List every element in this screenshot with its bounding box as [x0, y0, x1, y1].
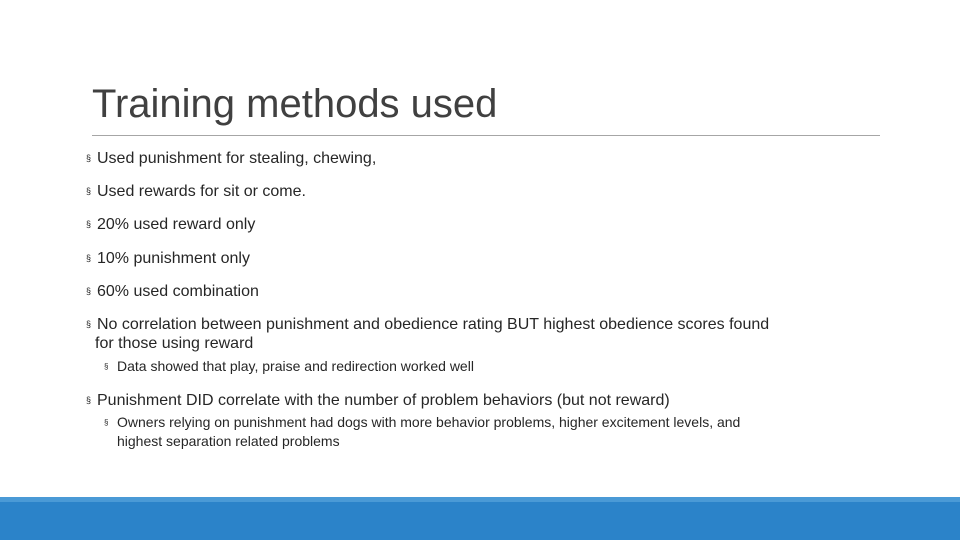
- title-divider: [92, 135, 880, 136]
- bullet-item: [86, 315, 876, 353]
- bullet-text: 60% used combination: [97, 283, 259, 300]
- bullet-marker-icon: §: [86, 153, 92, 163]
- bullet-marker-icon: §: [86, 395, 92, 405]
- bullet-marker-icon: §: [86, 186, 92, 196]
- bullet-item: [86, 391, 876, 410]
- bullet-text: Used punishment for stealing, chewing,: [97, 150, 377, 167]
- bullet-item: [86, 249, 876, 268]
- footer-bar: [0, 497, 960, 540]
- bullet-text: No correlation between punishment and obedience rating BUT highest obedience scores found: [97, 316, 770, 333]
- slide-title: Training methods used: [92, 82, 498, 126]
- bullet-item: [86, 215, 876, 234]
- bullet-continuation: for those using reward: [95, 335, 254, 352]
- bullet-marker-icon: §: [86, 286, 92, 296]
- bullet-text: 10% punishment only: [97, 250, 250, 267]
- footer-highlight: [0, 497, 960, 502]
- bullet-marker-icon: §: [86, 253, 92, 263]
- subbullet-text: Owners relying on punishment had dogs with more behavior problems, higher excitement levels, and: [117, 414, 741, 430]
- bullet-marker-icon: §: [86, 319, 92, 329]
- subbullet-continuation: highest separation related problems: [117, 433, 340, 449]
- subbullet-text: Data showed that play, praise and redirection worked well: [117, 358, 474, 374]
- subbullet-item: [104, 357, 874, 376]
- subbullet-marker-icon: §: [104, 418, 109, 427]
- bullet-text: Punishment DID correlate with the number of problem behaviors (but not reward): [97, 392, 670, 409]
- bullet-text: 20% used reward only: [97, 216, 256, 233]
- bullet-item: [86, 182, 876, 201]
- bullet-item: [86, 149, 876, 168]
- subbullet-item: [104, 413, 874, 450]
- bullet-marker-icon: §: [86, 219, 92, 229]
- subbullet-marker-icon: §: [104, 362, 109, 371]
- bullet-text: Used rewards for sit or come.: [97, 183, 306, 200]
- bullet-item: [86, 282, 876, 301]
